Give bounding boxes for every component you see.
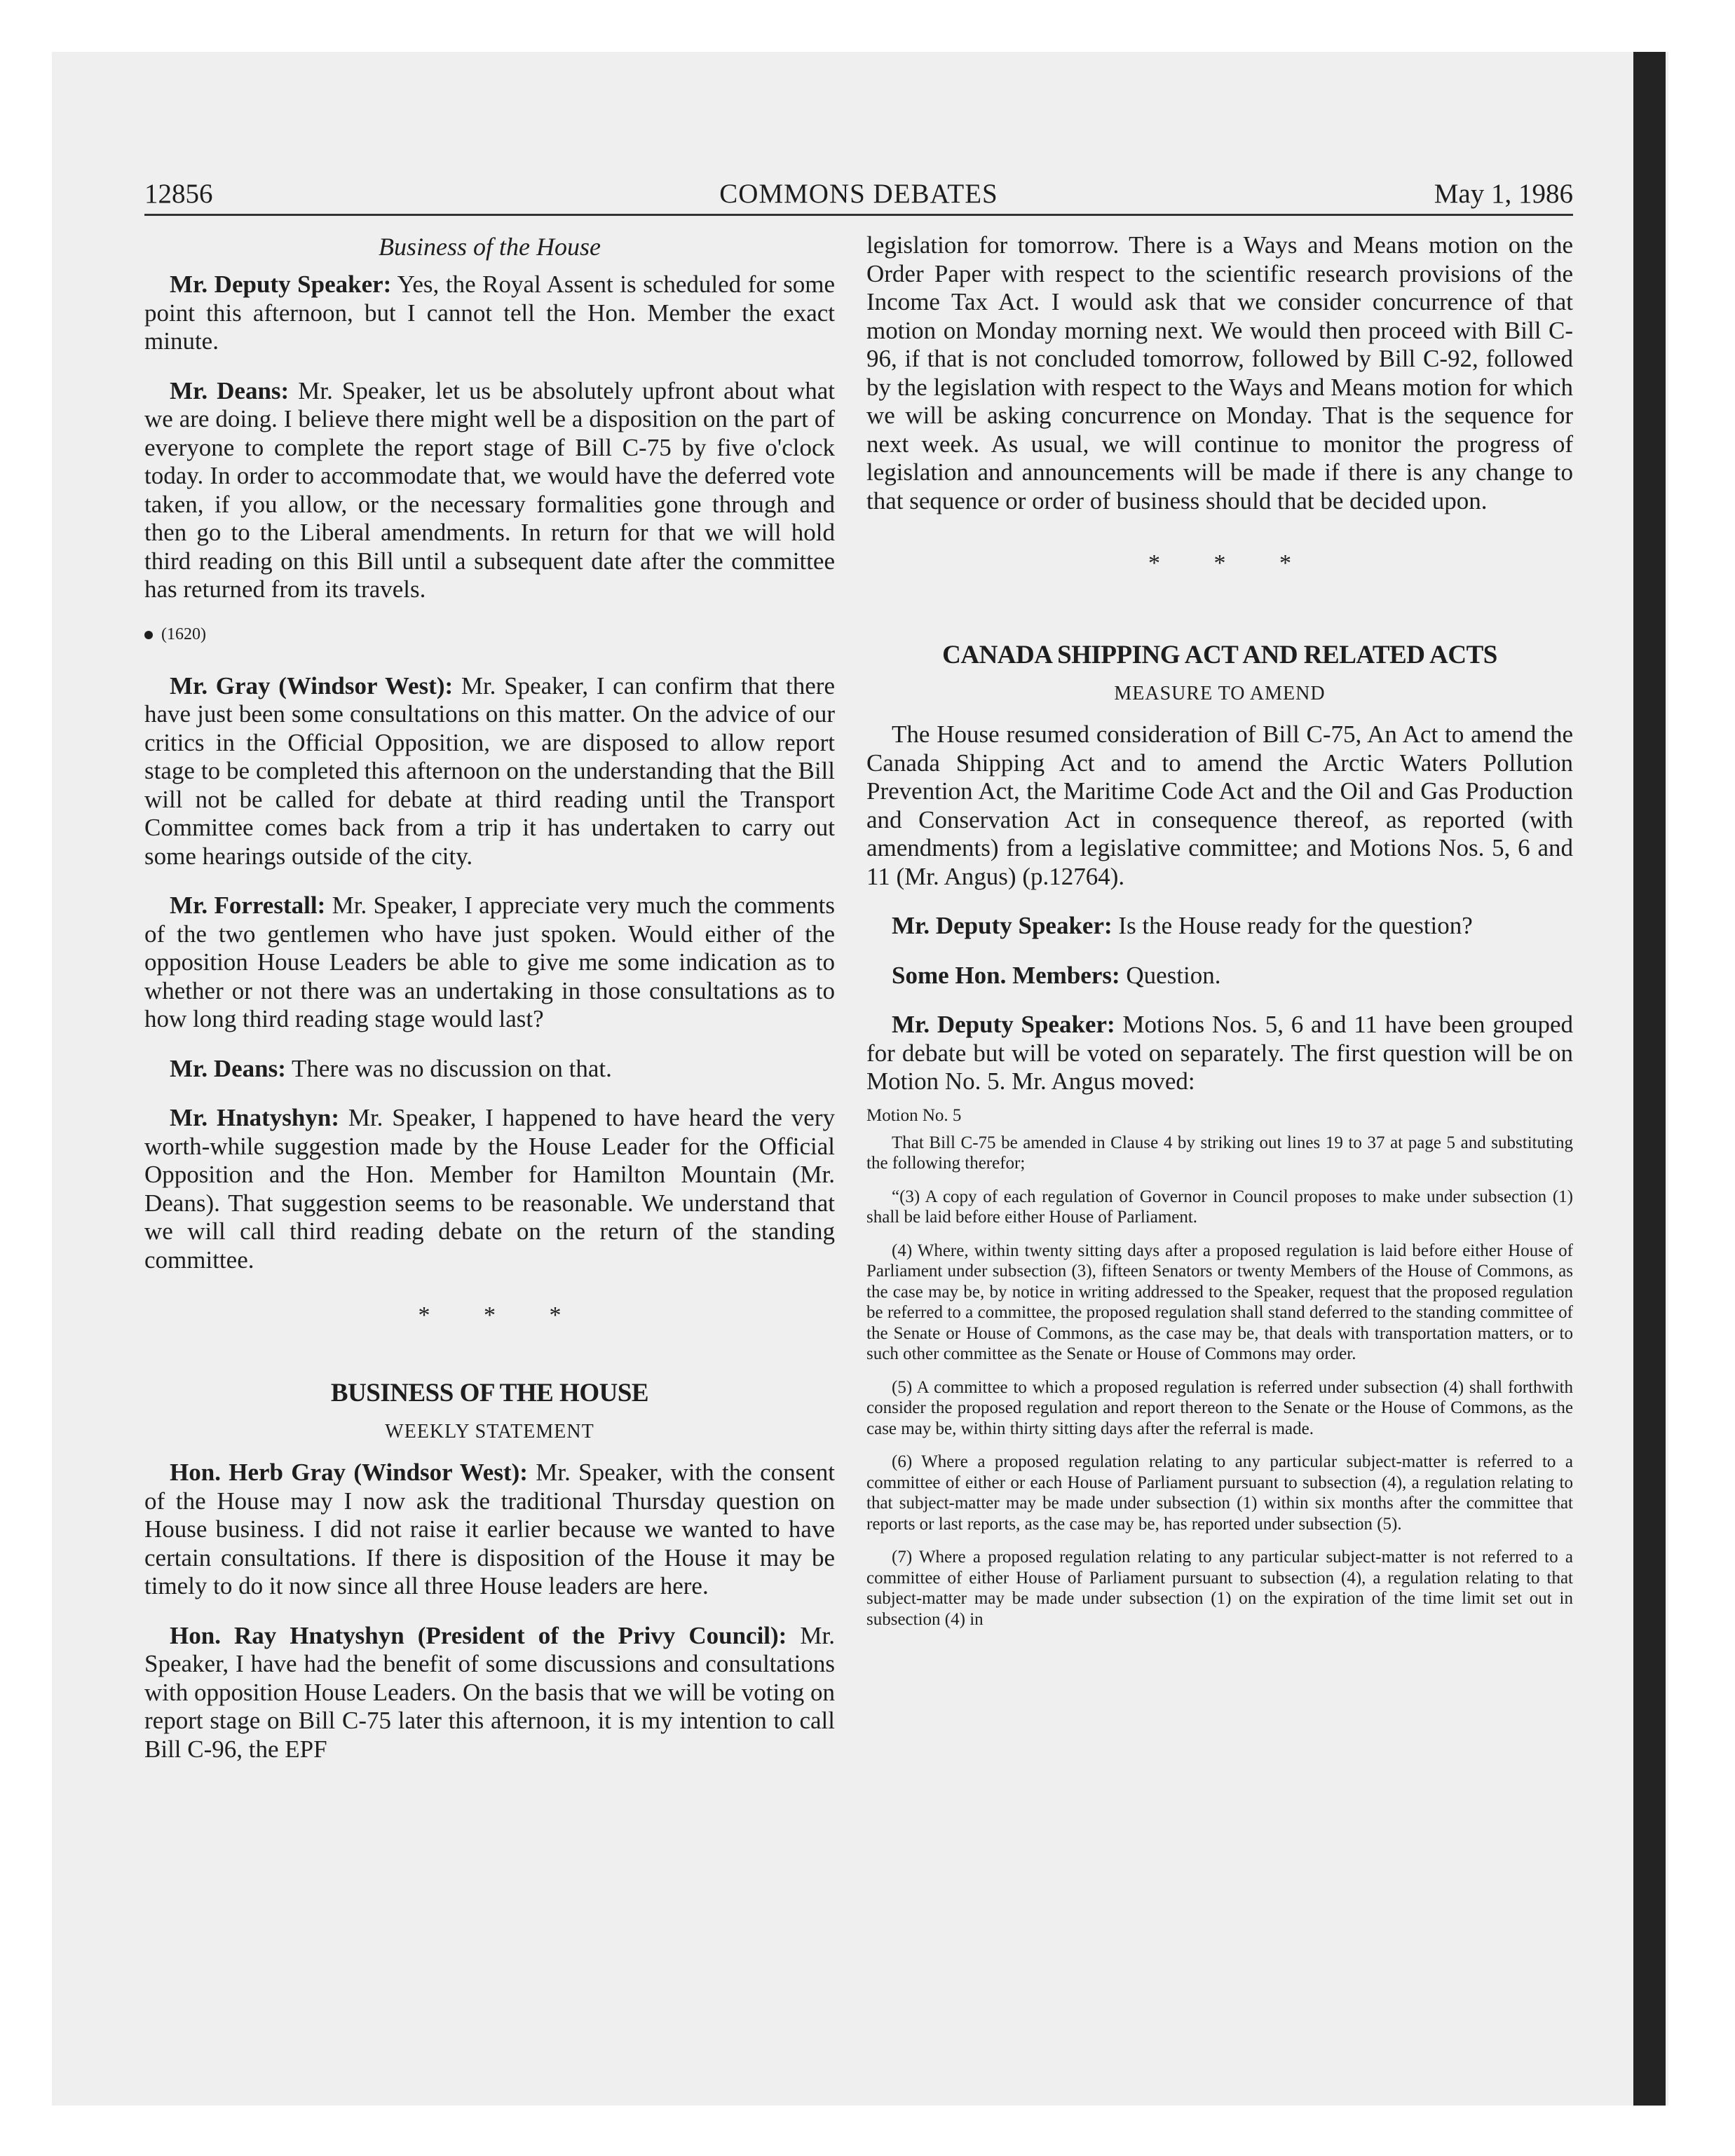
left-column xyxy=(144,231,835,1785)
speech-continuation: legislation for tomorrow. There is a Ways and Means motion on the Order Paper with respect to the scientific research provisions of the Income Tax Act. I would ask that we consider concurrence of that motion on Monday morning next. We would then proceed with Bill C-96, if that is not concluded tomorrow, followed by Bill C-92, followed by the legislation with respect to the Ways and Means motion for which we will be asking concurrence on Monday. That is the sequence for next week. As usual, we will continue to monitor the progress of legislation and announcements will be made if there is any change to that sequence or order of business should that be decided upon. xyxy=(866,231,1573,514)
speech-text: Is the House ready for the question? xyxy=(1112,912,1473,939)
section-separator: * * * xyxy=(1148,550,1315,576)
time-marker xyxy=(144,625,835,644)
page-header xyxy=(144,177,1573,216)
motion-text: (6) Where a proposed regulation relating to any particular subject-matter is referred to a committee of either or each House of Parliament pursuant to subsection (4), a regulation relating to that subject-matter may be made under subsection (1) within six months after the committee that reports or last reports, as the case may be, has reported under subsection (5). xyxy=(866,1452,1573,1534)
speech-text: There was no discussion on that. xyxy=(285,1054,612,1082)
speech-text: Motions Nos. 5, 6 and 11 have been grouped for debate but will be voted on separately. The first question will be on Motion No. 5. Mr. Angus moved: xyxy=(866,1011,1573,1095)
speech-text: Mr. Speaker, I happened to have heard the very worth-while suggestion made by the House Leader for the Official Opposition and the Hon. Member for Hamilton Mountain (Mr. Deans). That suggestion seems to be reasonable. We understand that we will call third reading debate on the return of the standing committee. xyxy=(144,1104,835,1274)
page-number: 12856 xyxy=(144,179,213,209)
speech-paragraph xyxy=(144,271,835,356)
speaker-name: Mr. Deputy Speaker: xyxy=(170,271,392,298)
motion-label: Motion No. 5 xyxy=(866,1105,962,1125)
time-marker-text: (1620) xyxy=(161,625,206,643)
speaker-name: Mr. Deputy Speaker: xyxy=(892,912,1113,939)
speaker-name: Hon. Ray Hnatyshyn (President of the Privy Council): xyxy=(170,1621,787,1649)
speech-paragraph xyxy=(144,1622,835,1764)
speech-paragraph xyxy=(144,1104,835,1274)
speaker-name: Hon. Herb Gray (Windsor West): xyxy=(170,1459,528,1486)
speaker-name: Some Hon. Members: xyxy=(892,961,1120,989)
motion-text: (7) Where a proposed regulation relating to any particular subject-matter is not referred to a committee of either House of Parliament pursuant to subsection (4), a regulation relating to that subject-matter may be made under subsection (1) on the expiration of the time limit set out in subsection (4) in xyxy=(866,1548,1573,1629)
speech-paragraph xyxy=(144,672,835,871)
speech-text: Mr. Speaker, with the consent of the House may I now ask the traditional Thursday question on House business. I did not raise it earlier because we wanted to have certain consultations. If there is disposition of the House it may be timely to do it now since all three House leaders are here. xyxy=(144,1459,835,1599)
speaker-name: Mr. Deans: xyxy=(170,1054,286,1082)
proceedings-paragraph: The House resumed consideration of Bill C-75, An Act to amend the Canada Shipping Act and to amend the Arctic Waters Pollution Prevention Act, the Maritime Code Act and the Oil and Gas Production and Conservation Act in consequence thereof, as reported (with amendments) from a legislative committee; and Motions Nos. 5, 6 and 11 (Mr. Angus) (p.12764). xyxy=(866,721,1573,890)
speech-paragraph xyxy=(144,892,835,1034)
speaker-name: Mr. Deans: xyxy=(170,376,290,404)
speech-text: Mr. Speaker, I have had the benefit of some discussions and consultations with opposition House Leaders. On the basis that we will be voting on report stage on Bill C-75 later this afternoon, it is my intention to call Bill C-96, the EPF xyxy=(144,1621,835,1763)
scan-edge-bar xyxy=(1633,52,1666,2106)
speech-text: Mr. Speaker, I appreciate very much the comments of the two gentlemen who have just spoken. Would either of the opposition House Leaders be able to give me some indication as to whether or not there was an undertaking in those consultations as to how long third reading stage would last? xyxy=(144,892,836,1032)
section-subtitle: MEASURE TO AMEND xyxy=(1114,683,1326,704)
right-column xyxy=(866,231,1573,1642)
section-separator: * * * xyxy=(418,1302,585,1328)
section-subtitle: WEEKLY STATEMENT xyxy=(385,1421,594,1442)
speech-text: Mr. Speaker, let us be absolutely upfront about what we are doing. I believe there might well be a disposition on the part of everyone to complete the report stage of Bill C-75 by five o'clock today. In order to accommodate that, we would have the deferred vote taken, if you allow, or the necessary formalities gone through and then go to the Liberal amendments. In return for that we will hold third reading on this Bill until a subsequent date after the committee has returned from its travels. xyxy=(144,376,835,603)
speech-paragraph xyxy=(866,1011,1573,1096)
section-title: CANADA SHIPPING ACT AND RELATED ACTS xyxy=(942,641,1497,669)
publication-title: COMMONS DEBATES xyxy=(719,179,998,209)
speech-text: Mr. Speaker, I can confirm that there have just been some consultations on this matter. On the advice of our critics in the Official Opposition, we are disposed to allow report stage to be completed this afternoon on the understanding that the Bill will not be called for debate at third reading until the Transport Committee comes back from a trip it has undertaken to carry out some hearings outside of the city. xyxy=(144,671,835,870)
speech-paragraph xyxy=(144,1055,835,1084)
running-head: Business of the House xyxy=(379,233,601,261)
speaker-name: Mr. Gray (Windsor West): xyxy=(170,671,454,700)
speech-text: Question. xyxy=(1120,961,1221,989)
motion-text: (5) A committee to which a proposed regulation is referred under subsection (4) shall forthwith consider the proposed regulation and report thereon to the Senate or the House of Commons, as the case may be, within thirty sitting days after the referral is made. xyxy=(866,1377,1573,1438)
speech-paragraph xyxy=(144,1459,835,1601)
speech-paragraph xyxy=(866,912,1573,941)
motion-text: (4) Where, within twenty sitting days after a proposed regulation is laid before either House of Parliament under subsection (3), fifteen Senators or twenty Members of the House of Commons, as the case may be, by notice in writing addressed to the Speaker, request that the proposed regulation be referred to a committee, the proposed regulation shall stand deferred to the standing committee of the Senate or House of Commons, as the case may be, that deals with transportation matters, or to such other committee as the Senate or House of Commons may order. xyxy=(866,1241,1573,1363)
speech-paragraph xyxy=(866,962,1573,990)
speech-paragraph xyxy=(144,377,835,604)
speaker-name: Mr. Forrestall: xyxy=(170,892,326,919)
publication-date: May 1, 1986 xyxy=(1434,179,1573,209)
speech-text: Yes, the Royal Assent is scheduled for some point this afternoon, but I cannot tell the Hon. Member the exact minute. xyxy=(144,271,835,355)
speaker-name: Mr. Deputy Speaker: xyxy=(892,1011,1115,1038)
section-title: BUSINESS OF THE HOUSE xyxy=(330,1379,649,1407)
motion-text: “(3) A copy of each regulation of Governor in Council proposes to make under subsection (1) shall be laid before either House of Parliament. xyxy=(866,1187,1573,1227)
bullet-icon xyxy=(144,631,153,639)
speaker-name: Mr. Hnatyshyn: xyxy=(170,1104,339,1131)
motion-text: That Bill C-75 be amended in Clause 4 by striking out lines 19 to 37 at page 5 and substituting the following therefor; xyxy=(866,1133,1573,1173)
